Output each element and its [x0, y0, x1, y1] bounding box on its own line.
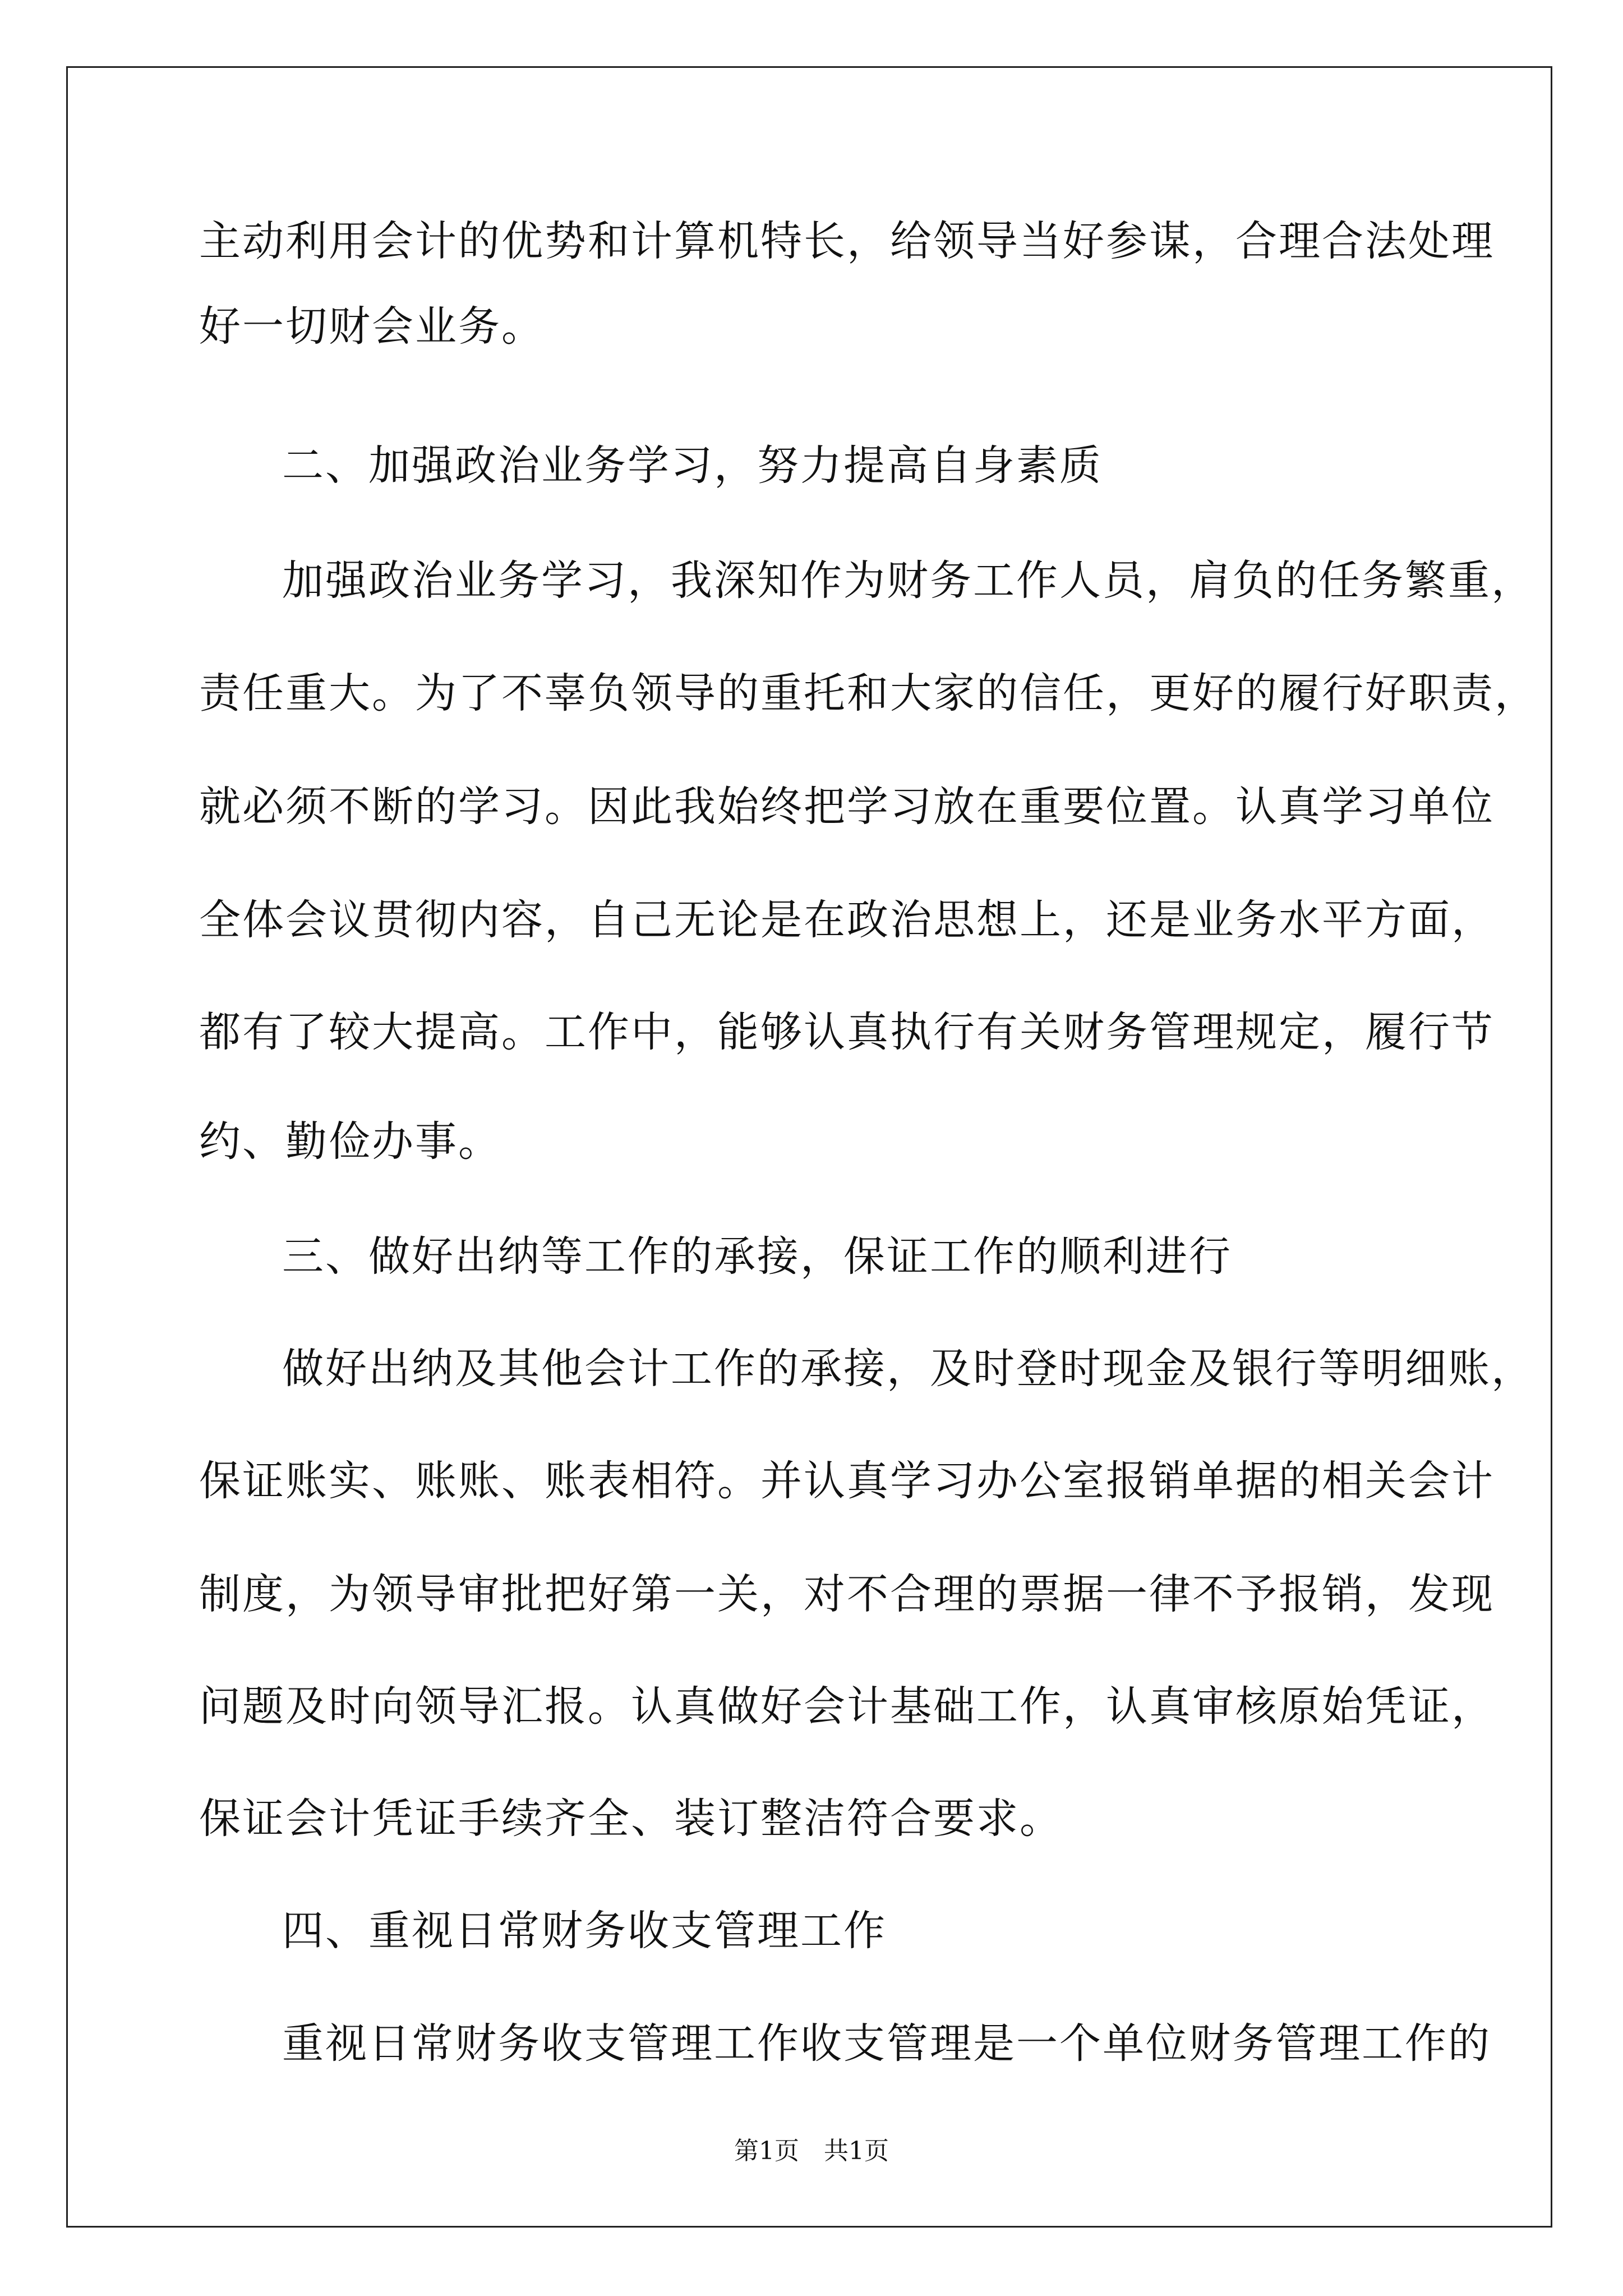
text-line: 主动利用会计的优势和计算机特长，给领导当好参谋，合理合法处理: [199, 217, 1495, 265]
text-line: 都有了较大提高。工作中，能够认真执行有关财务管理规定，履行节: [199, 1008, 1495, 1056]
text-line: 重视日常财务收支管理工作收支管理是一个单位财务管理工作的: [282, 2019, 1491, 2068]
text-line: 保证会计凭证手续齐全、装订整洁符合要求。: [199, 1795, 1063, 1843]
page-number-footer: 第1页 共1页: [734, 2137, 889, 2165]
section-heading: 三、做好出纳等工作的承接，保证工作的顺利进行: [282, 1232, 1232, 1281]
text-line: 责任重大。为了不辜负领导的重托和大家的信任，更好的履行好职责，: [199, 669, 1538, 717]
text-line: 保证账实、账账、账表相符。并认真学习办公室报销单据的相关会计: [199, 1457, 1495, 1505]
text-line: 好一切财会业务。: [199, 302, 545, 351]
text-line: 制度，为领导审批把好第一关，对不合理的票据一律不予报销，发现: [199, 1570, 1495, 1618]
text-line: 加强政治业务学习，我深知作为财务工作人员，肩负的任务繁重，: [282, 556, 1534, 605]
text-line: 就必须不断的学习。因此我始终把学习放在重要位置。认真学习单位: [199, 783, 1495, 831]
text-line: 约、勤俭办事。: [199, 1117, 501, 1166]
section-heading: 四、重视日常财务收支管理工作: [282, 1907, 887, 1955]
text-line: 问题及时向领导汇报。认真做好会计基础工作，认真审核原始凭证，: [199, 1682, 1495, 1731]
section-heading: 二、加强政治业务学习，努力提高自身素质: [282, 441, 1103, 490]
text-line: 全体会议贯彻内容，自己无论是在政治思想上，还是业务水平方面，: [199, 896, 1495, 944]
text-line: 做好出纳及其他会计工作的承接，及时登时现金及银行等明细账，: [282, 1345, 1534, 1393]
